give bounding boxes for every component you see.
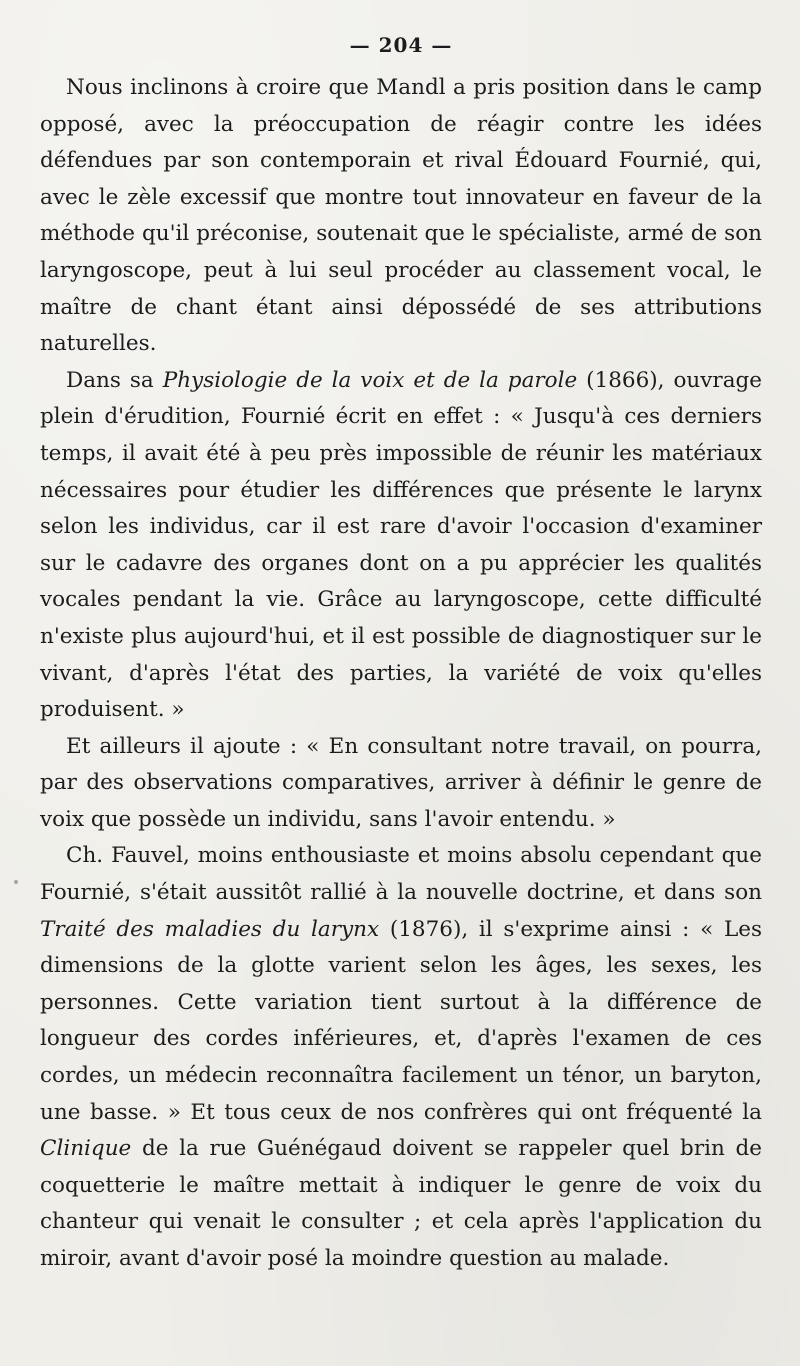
clinique-word: Clinique [40, 1136, 132, 1162]
paragraph-4-text-b: (1876), il s'exprime ainsi : « Les dimensions de la glotte varient selon les âges, les sexes, les personnes. Cette variation tient surtout à la différence de longueur des cordes inférieures, et, d'après l'examen de ces cordes, un médecin reconnaîtra facilement un ténor, un baryton, une basse. » Et tous ceux de nos confrères qui ont fréquenté la [40, 916, 762, 1125]
paragraph-4-text-c: de la rue Guénégaud doivent se rappeler quel brin de coquetterie le maître mettait à indiquer le genre de voix du chanteur qui venait le consulter ; et cela après l'application du miroir, avant d'avoir posé la moindre question au malade. [40, 1136, 762, 1271]
body-text [40, 70, 762, 1278]
paragraph-1-text: Nous inclinons à croire que Mandl a pris position dans le camp opposé, avec la préoccupation de réagir contre les idées défendues par son contemporain et rival Édouard Fournié, qui, avec le zèle excessif que montre tout innovateur en faveur de la méthode qu'il préconise, soutenait que le spécialiste, armé de son laryngoscope, peut à lui seul procéder au classement vocal, le maître de chant étant ainsi dépossédé de ses attributions naturelles. [40, 75, 762, 357]
paragraph-3 [40, 729, 762, 839]
paragraph-4 [40, 838, 762, 1277]
page-number: — 204 — [349, 33, 453, 57]
book-title-traite: Traité des maladies du larynx [40, 916, 380, 942]
paragraph-4-text-a: Ch. Fauvel, moins enthousiaste et moins absolu cependant que Fournié, s'était aussitôt rallié à la nouvelle doctrine, et dans son [40, 843, 762, 906]
paragraph-1 [40, 70, 762, 363]
book-title-physiologie: Physiologie de la voix et de la parole [162, 367, 578, 393]
paragraph-2 [40, 363, 762, 729]
paragraph-2-text-a: Dans sa [66, 367, 163, 393]
print-speck [14, 880, 18, 884]
paragraph-3-text: Et ailleurs il ajoute : « En consultant notre travail, on pourra, par des observations comparatives, arriver à définir le genre de voix que possède un individu, sans l'avoir entendu. » [40, 733, 762, 832]
paragraph-2-text-b: (1866), ouvrage plein d'érudition, Fournié écrit en effet : « Jusqu'à ces derniers temps, il avait été à peu près impossible de réunir les matériaux nécessaires pour étudier les différences que présente le larynx selon les individus, car il est rare d'avoir l'occasion d'examiner sur le cadavre des organes dont on a pu apprécier les qualités vocales pendant la vie. Grâce au laryngoscope, cette difficulté n'existe plus aujourd'hui, et il est possible de diagnostiquer sur le vivant, d'après l'état des parties, la variété de voix qu'elles produisent. » [40, 367, 762, 723]
